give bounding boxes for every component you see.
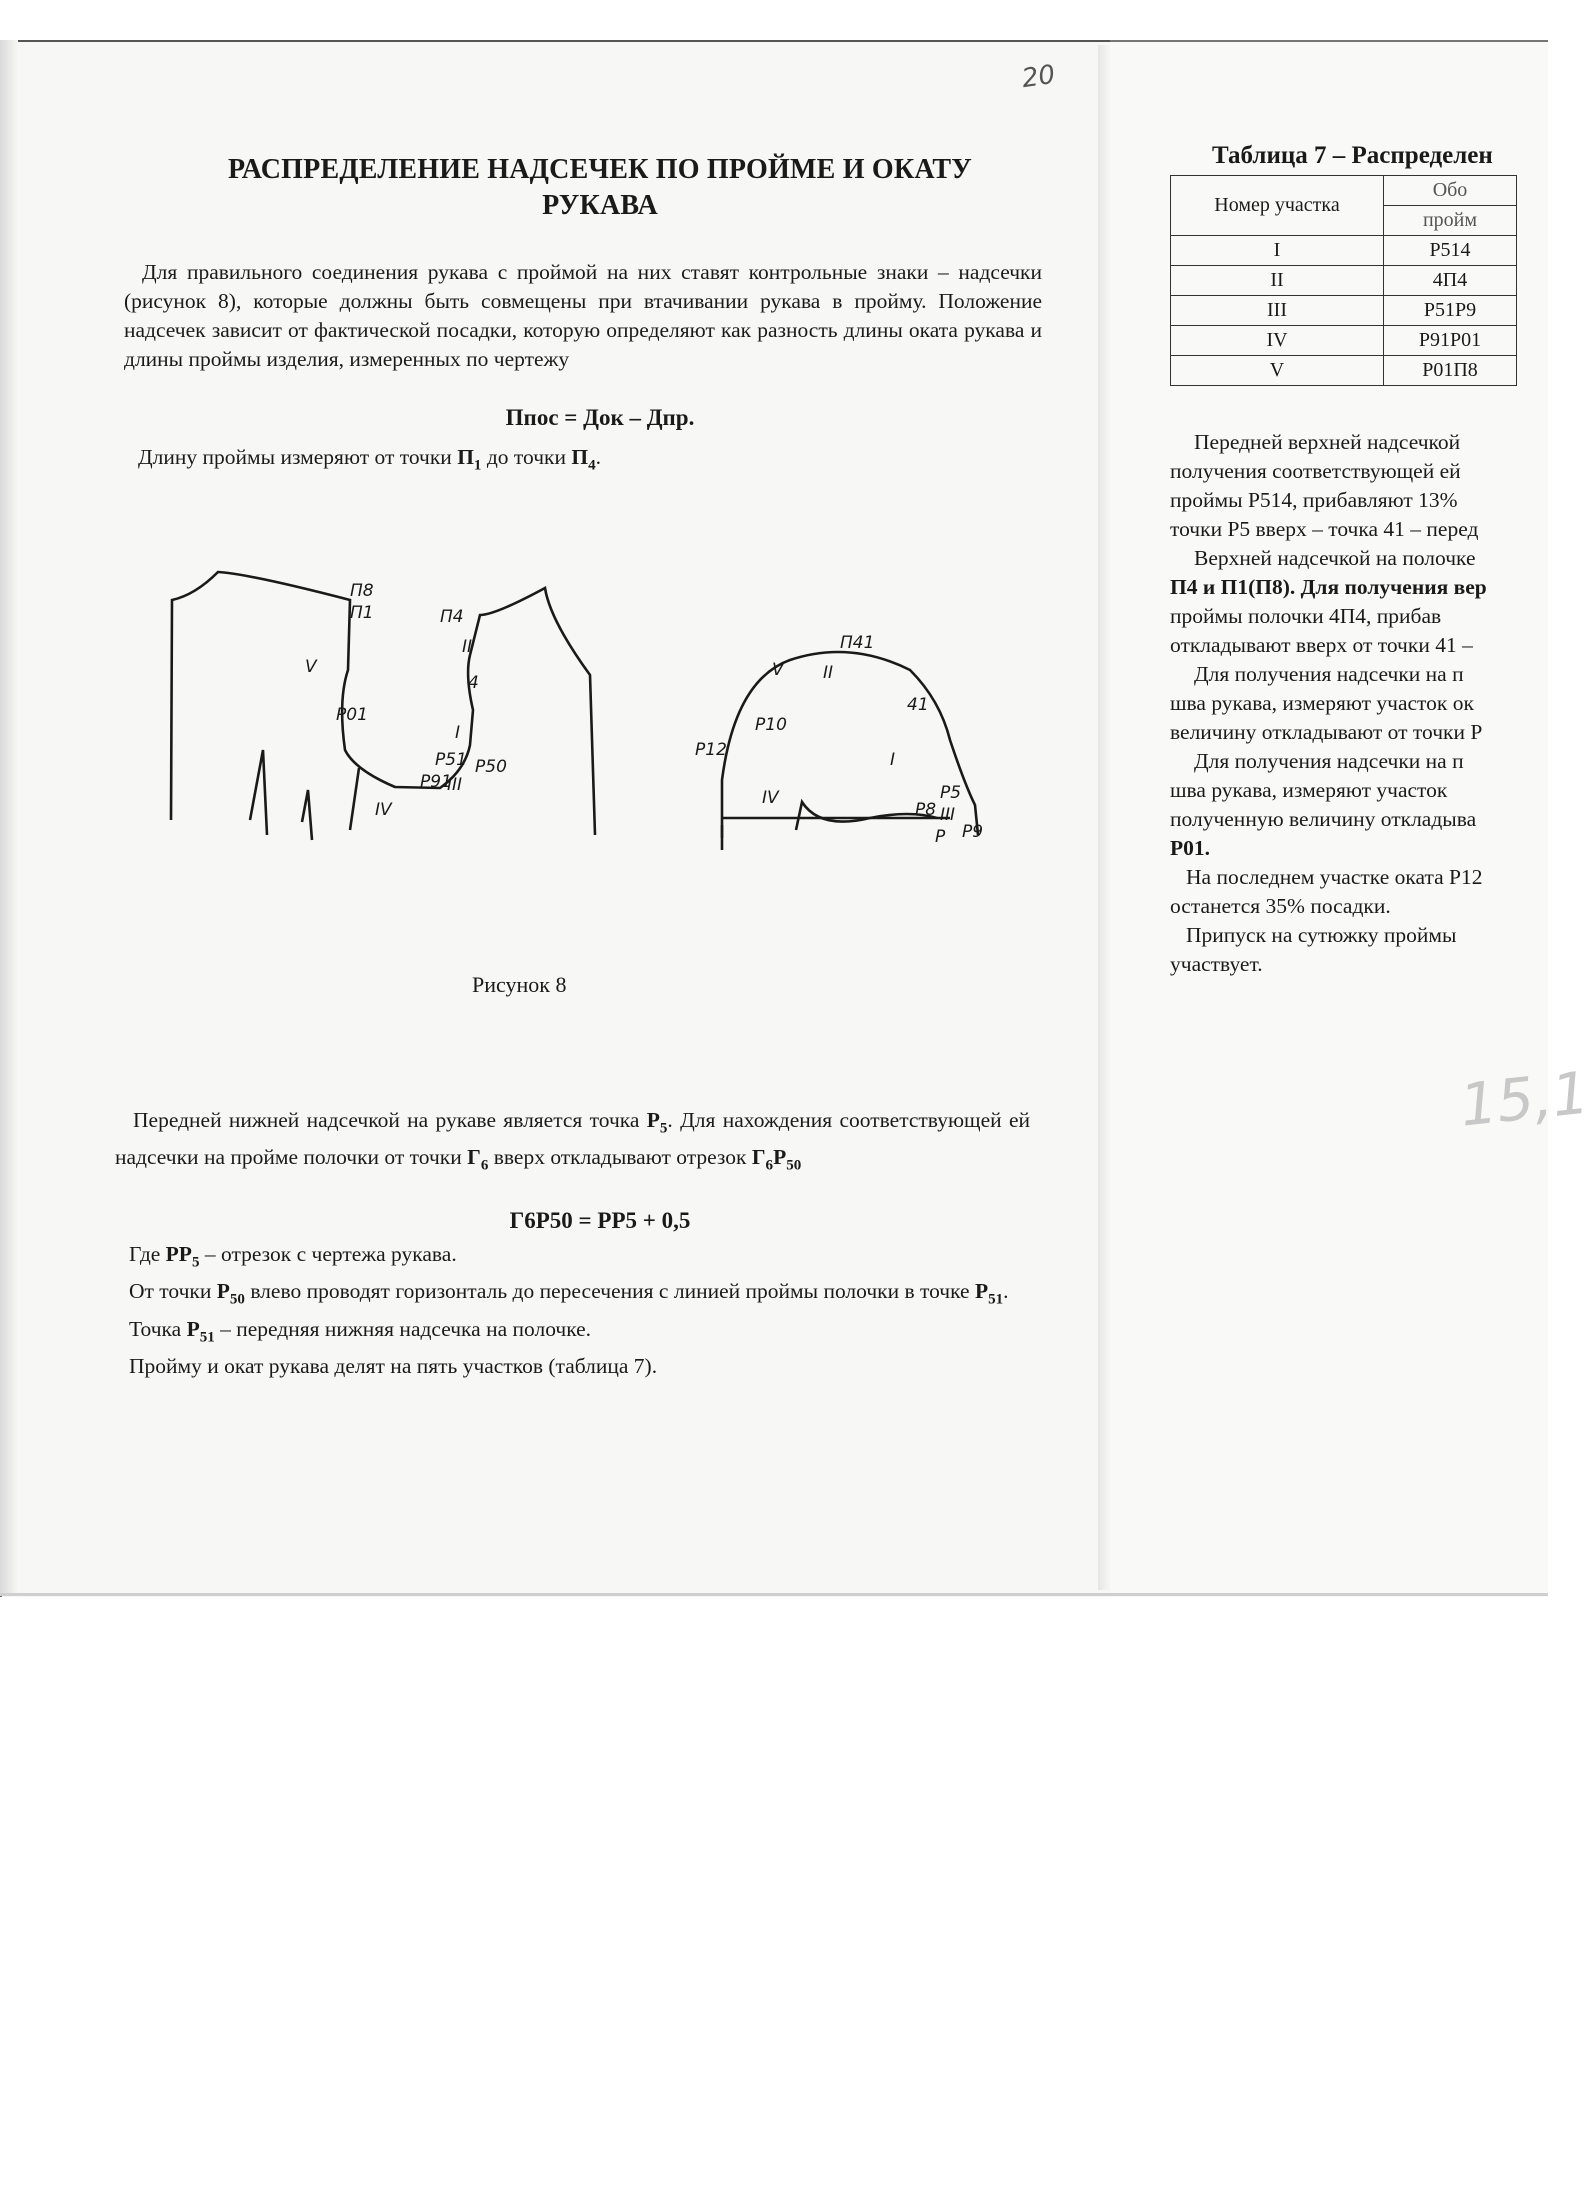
label-p9: Р9 [962, 822, 984, 842]
label-iv: IV [375, 800, 392, 820]
figure-caption: Рисунок 8 [472, 972, 567, 997]
right-line: П4 и П1(П8). Для получения вер [1170, 575, 1487, 599]
label-41: 41 [907, 695, 929, 715]
table-header-col2-sub: пройм [1384, 206, 1517, 236]
label-sleeve-iv: IV [762, 788, 779, 808]
underarm-line [350, 768, 359, 830]
armhole-prefix: Длину проймы измеряют от точки [138, 445, 452, 469]
table-7-title: Таблица 7 – Распределен [1212, 142, 1493, 169]
side-seam-left [250, 750, 267, 835]
right-line: Р01. [1170, 836, 1211, 860]
p2-a: От точки [129, 1279, 212, 1304]
figure-8-pattern-drawing [150, 560, 984, 860]
table-cell-val: Р514 [1384, 236, 1517, 266]
label-sleeve-iii: III [940, 805, 956, 825]
where-b: – отрезок с чертежа рукава. [204, 1242, 457, 1266]
label-p1: П1 [350, 603, 374, 623]
right-line: Верхней надсечкой на полочке [1194, 546, 1476, 570]
page-bottom-edge [0, 1593, 1548, 1596]
label-p12: Р12 [695, 740, 727, 760]
label-p51: Р51 [435, 750, 467, 770]
page-fold [1098, 45, 1112, 1590]
label-p4: П4 [440, 607, 464, 627]
left-margin-shade [0, 40, 18, 1595]
label-p8: П8 [350, 581, 374, 601]
p3: – передняя нижняя надсечка на полочке. [220, 1316, 592, 1341]
armhole-point-4: П [571, 445, 589, 469]
armhole-mid: до точки [486, 445, 566, 469]
where-line: Где $РР_5$ – отрезок с чертежа рукава. [129, 1242, 457, 1271]
right-line: Передней верхней надсечкой [1194, 430, 1461, 454]
table-cell-num: IV [1171, 326, 1384, 356]
right-line: останется 35% посадки. [1170, 894, 1391, 918]
label-p50: Р50 [475, 757, 507, 777]
right-line: Для получения надсечки на п [1194, 749, 1464, 773]
page-title [170, 152, 1030, 224]
horizontal-line-paragraph: От точки $Р_{50}$ влево проводят горизонталь до пересечения с линией проймы полочки в точке $Р_{51}$. [129, 1279, 1009, 1308]
label-iii: III [447, 775, 463, 795]
label-sleeve-v: V [772, 660, 784, 680]
label-p41: П41 [840, 633, 875, 653]
table-row [1171, 266, 1517, 296]
right-line: откладывают вверх от точки 41 – [1170, 633, 1473, 657]
table-cell-val: 4П4 [1384, 266, 1517, 296]
table-cell-num: V [1171, 356, 1384, 386]
label-p10: Р10 [755, 715, 787, 735]
table-cell-val: Р51Р9 [1384, 296, 1517, 326]
right-line: шва рукава, измеряют участок [1170, 778, 1448, 802]
lower-paragraphs [115, 1240, 1030, 1381]
table-header-section: Номер участка [1171, 176, 1384, 236]
table-cell-val: Р91Р01 [1384, 326, 1517, 356]
p2-b: влево проводят горизонталь до пересечения с линией проймы полочки в точке [250, 1279, 970, 1304]
label-i: I [455, 723, 461, 743]
g6p50-formula: Г6Р50 = РР5 + 0,5 [509, 1208, 691, 1233]
p51-line: Точка $Р_{51}$ – передняя нижняя надсечка на полочке. [129, 1316, 592, 1345]
armhole-point-1-sub: 1 [473, 457, 482, 474]
right-line: величину откладывают от точки Р [1170, 720, 1483, 744]
right-line: Для получения надсечки на п [1194, 662, 1464, 686]
right-line: шва рукава, измеряют участок ок [1170, 691, 1474, 715]
table-row [1171, 296, 1517, 326]
label-ii: II [462, 637, 473, 657]
label-p91: Р91 [420, 772, 452, 792]
table-row [1171, 236, 1517, 266]
label-p8-sleeve: Р8 [915, 800, 937, 820]
table-row [1171, 356, 1517, 386]
label-p: Р [935, 827, 946, 847]
label-p01: Р01 [336, 705, 368, 725]
right-line: полученную величину откладыва [1170, 807, 1477, 831]
right-line: На последнем участке оката Р12 [1186, 865, 1483, 889]
right-line: получения соответствующей ей [1170, 459, 1461, 483]
table-cell-val: Р01П8 [1384, 356, 1517, 386]
table-cell-num: II [1171, 266, 1384, 296]
table-row [1171, 326, 1517, 356]
table-7 [1170, 175, 1517, 386]
label-p5: Р5 [940, 783, 962, 803]
label-sleeve-i: I [890, 750, 896, 770]
handwritten-page-number: 20 [1020, 59, 1058, 95]
label-sleeve-ii: II [823, 663, 834, 683]
right-page-text [1170, 428, 1548, 979]
armhole-point-4-sub: 4 [588, 457, 596, 474]
armhole-end: . [595, 445, 601, 469]
armhole-point-1: П [457, 445, 474, 469]
intro-paragraph: Для правильного соединения рукава с проймой на них ставят контрольные знаки – надсечки (рисунок 8), которые должны быть совмещены при втачивании рукава в пройму. Положение надсечек зависит от фактической посадки, которую определяют как разность длины оката рукава и длины проймы изделия, измеренных по чертежу [124, 260, 1042, 371]
label-4: 4 [468, 673, 479, 693]
right-line: Припуск на сутюжку проймы [1186, 923, 1457, 947]
front-notch-text-b: Для нахождения соответствующей ей надсечки на пройме полочки от точки [115, 1108, 1031, 1170]
table-cell-num: III [1171, 296, 1384, 326]
front-notch-paragraph: Передней нижней надсечкой на рукаве является точка $Р_5$. Для нахождения соответствующей ей надсечки на пройме полочки от точки $Г_6$ вверх откладывают отрезок $Г_6Р_{50}$ [115, 1108, 1031, 1174]
armhole-length-line [138, 443, 1038, 480]
handwritten-note: 15,1 [1456, 1058, 1592, 1140]
title-line-2: РУКАВА [542, 190, 658, 221]
back-bodice-outline [171, 572, 595, 835]
right-line: проймы полочки 4П4, прибав [1170, 604, 1442, 628]
intro-formula: Ппос = Док – Дпр. [505, 405, 695, 430]
right-line: точки Р5 вверх – точка 41 – перед [1170, 517, 1479, 541]
five-sections-line: Пройму и окат рукава делят на пять участков (таблица 7). [129, 1353, 658, 1378]
where-a: Где [129, 1242, 161, 1266]
side-seam-right [302, 790, 312, 840]
table-cell-num: I [1171, 236, 1384, 266]
right-line: участвует. [1170, 952, 1263, 976]
front-notch-text-a: Передней нижней надсечкой на рукаве является точка [133, 1108, 640, 1132]
right-line: проймы Р514, прибавляют 13% [1170, 488, 1458, 512]
table-header-col2: Обо [1384, 176, 1517, 206]
front-notch-text-c: вверх откладывают отрезок [493, 1145, 747, 1170]
label-v: V [305, 657, 317, 677]
title-line-1: РАСПРЕДЕЛЕНИЕ НАДСЕЧЕК ПО ПРОЙМЕ И ОКАТУ [228, 154, 972, 185]
